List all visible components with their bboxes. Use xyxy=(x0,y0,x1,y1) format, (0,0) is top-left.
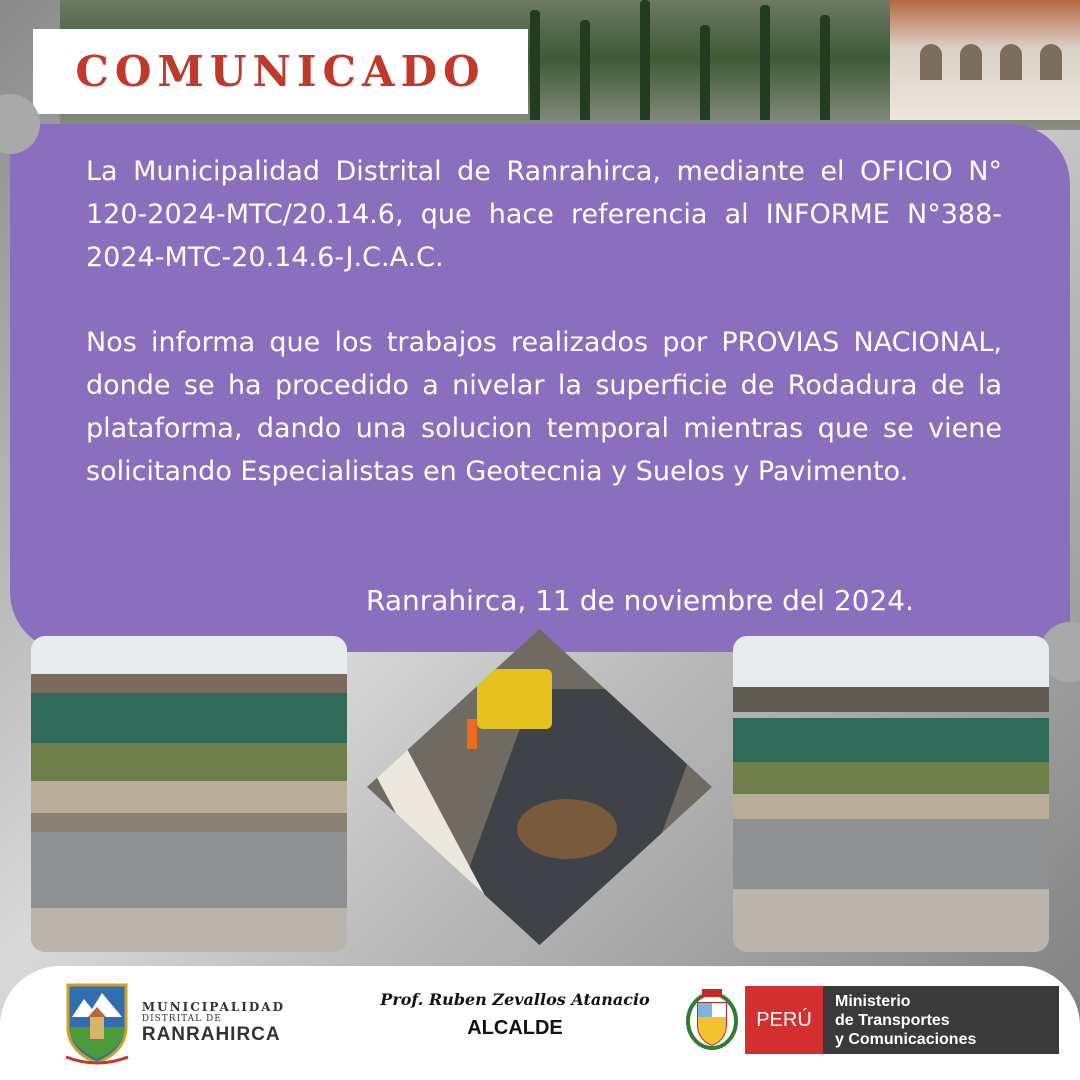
palm-tree xyxy=(580,20,590,120)
ministry-line-2: de Transportes xyxy=(835,1011,950,1029)
signature-block xyxy=(360,990,670,1040)
ministry-line-3: y Comunicaciones xyxy=(835,1030,977,1048)
photo-road-edge xyxy=(31,908,347,952)
ministry-logo xyxy=(685,986,1059,1054)
title-banner xyxy=(33,29,528,114)
photo-green-fence xyxy=(733,718,1049,762)
palm-tree xyxy=(640,0,650,120)
photo-road-edge xyxy=(733,889,1049,952)
photo-retaining-wall xyxy=(733,794,1049,819)
building-arch xyxy=(960,44,982,80)
paragraph-oficio: La Municipalidad Distrital de Ranrahirca, mediante el OFICIO N° 120-2024-MTC/20.14.6, que hace referencia al INFORME N°388-2024-MTC-20.14.6-J.C.A.C. xyxy=(86,156,1002,273)
palm-tree xyxy=(530,10,540,120)
roadside-photo-left xyxy=(31,636,347,952)
signer-name: Prof. Ruben Zevallos Atanacio xyxy=(380,990,650,1009)
photo-rocks xyxy=(31,813,347,832)
photo-worker xyxy=(467,719,477,749)
municipality-logo xyxy=(60,974,285,1072)
municipality-district-label: DISTRITAL DE xyxy=(141,1014,222,1024)
municipality-name: RANRAHIRCA xyxy=(141,1024,281,1045)
ministry-line-1: Ministerio xyxy=(835,992,911,1010)
peru-badge: PERÚ xyxy=(745,986,823,1054)
signer-role: ALCALDE xyxy=(467,1017,563,1039)
palm-tree xyxy=(820,15,830,120)
municipality-label: MUNICIPALIDAD xyxy=(141,1000,285,1014)
municipality-crest-icon xyxy=(60,976,134,1070)
date-line: Ranrahirca, 11 de noviembre del 2024. xyxy=(366,584,914,617)
paragraph-provias: Nos informa que los trabajos realizados por PROVIAS NACIONAL, donde se ha procedido a nivelar la superficie de Rodadura de la plataforma, dando una solucion temporal mientras que se viene solicitando Especialistas en Geotecnia y Suelos y Pavimento. xyxy=(86,327,1002,487)
palm-tree xyxy=(760,5,770,120)
photo-green-fence xyxy=(31,693,347,747)
roadside-photo-right xyxy=(733,636,1049,952)
building-arch xyxy=(920,44,942,80)
ministry-name xyxy=(823,986,1059,1054)
photo-dirt-pile xyxy=(517,799,617,859)
peru-coat-of-arms-icon xyxy=(685,985,739,1055)
page-title: COMUNICADO xyxy=(75,47,486,96)
photo-dump-truck xyxy=(477,669,552,729)
palm-tree xyxy=(700,25,710,120)
building-arch xyxy=(1040,44,1062,80)
building-arch xyxy=(1000,44,1022,80)
photo-retaining-wall xyxy=(31,781,347,813)
colonial-building xyxy=(890,0,1080,120)
photo-roof xyxy=(733,687,1049,712)
